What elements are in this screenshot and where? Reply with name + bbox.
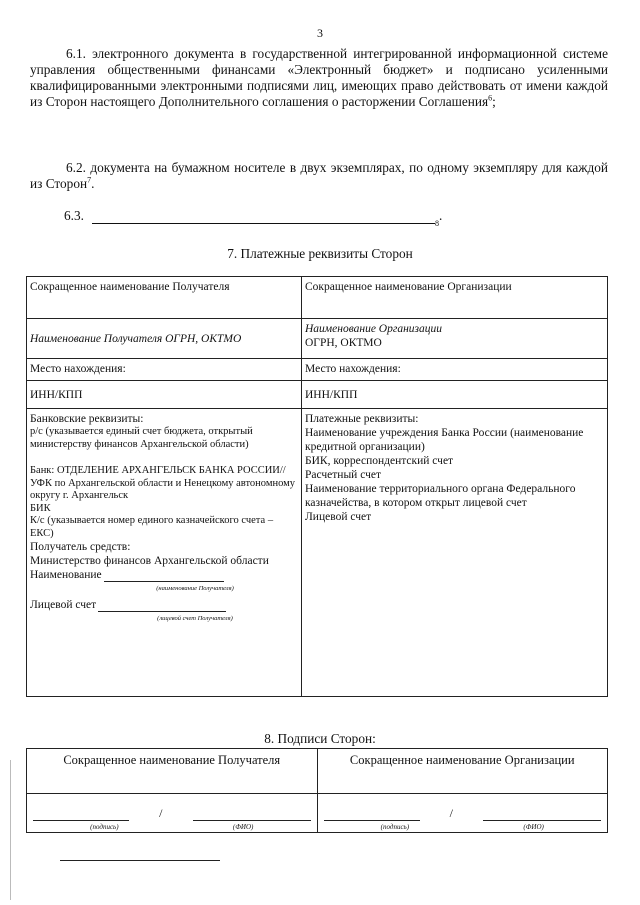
paragraph-6-2-end: . <box>91 176 95 191</box>
section-7-title: 7. Платежные реквизиты Сторон <box>227 246 413 261</box>
naim-label: Наименование <box>30 569 102 581</box>
account-field <box>30 598 298 612</box>
naim-field <box>30 568 298 582</box>
paragraph-6-3-label: 6.3. <box>64 208 84 223</box>
page-number: 3 <box>317 26 323 40</box>
section-8-title: 8. Подписи Сторон: <box>264 731 376 746</box>
paragraph-6-1-text: 6.1. электронного документа в государственной интегрированной информационной системе управления общественными финансами «Электронный бюджет» и подписано усиленными квалифицированными электронными подписями лиц, имеющих право действовать от имени каждой из Сторон настоящего Дополнительного соглашения о расторжении Соглашения <box>30 46 608 109</box>
naim-line <box>104 569 224 582</box>
organization-codes: ОГРН, ОКТМО <box>305 337 382 349</box>
organization-payment-details <box>302 409 608 697</box>
paragraph-6-2 <box>30 160 608 192</box>
bank-bik: БИК <box>30 502 51 514</box>
pay-line: Лицевой счет <box>305 511 372 523</box>
bank-ks: К/с (указывается номер единого казначейского счета – ЕКС) <box>30 515 274 539</box>
paragraph-6-3: 6.3. 8 . <box>64 208 443 228</box>
recipient-label: Получатель средств: <box>30 541 131 553</box>
margin-mark <box>10 760 11 900</box>
footnote-6: 6 <box>488 93 493 103</box>
fio-caption: (ФИО) <box>523 823 544 831</box>
bank-title: Банковские реквизиты: <box>30 413 144 425</box>
paragraph-6-1 <box>30 46 608 110</box>
recipient-inn: ИНН/КПП <box>27 381 302 409</box>
sign-caption: (подпись) <box>380 823 410 831</box>
paragraph-6-3-blank <box>92 209 435 224</box>
slash: / <box>159 806 163 820</box>
account-line <box>98 599 226 612</box>
footnote-7: 7 <box>87 175 92 185</box>
recipient-short-name: Сокращенное наименование Получателя <box>27 277 302 319</box>
slash: / <box>449 806 453 820</box>
organization-short-name: Сокращенное наименование Организации <box>302 277 608 319</box>
requisites-table <box>26 276 608 697</box>
fio-caption: (ФИО) <box>232 823 254 831</box>
organization-location: Место нахождения: <box>302 359 608 381</box>
pay-title: Платежные реквизиты: <box>305 413 419 425</box>
pay-line: Расчетный счет <box>305 469 381 481</box>
bank-name: Банк: ОТДЕЛЕНИЕ АРХАНГЕЛЬСК БАНКА РОССИИ//УФК по Архангельской области и Ненецкому автономному округу г. Архангельск <box>30 465 296 501</box>
account-label: Лицевой счет <box>30 599 97 611</box>
recipient-bank-details <box>27 409 302 697</box>
pay-line: Наименование территориального органа Федерального казначейства, в котором открыт лицевой счет <box>305 483 576 509</box>
recipient-name: Наименование Получателя ОГРН, ОКТМО <box>27 319 302 359</box>
organization-name-cell <box>302 319 608 359</box>
pay-line: Наименование учреждения Банка России (наименование кредитной организации) <box>305 427 584 453</box>
recipient-location: Место нахождения: <box>27 359 302 381</box>
paragraph-6-1-end: ; <box>492 94 496 109</box>
organization-inn: ИНН/КПП <box>302 381 608 409</box>
account-caption: (лицевой счет Получателя) <box>157 615 233 622</box>
pay-line: БИК, корреспондентский счет <box>305 455 454 467</box>
sig-right-cell <box>317 794 608 833</box>
paragraph-6-3-end: . <box>438 208 443 223</box>
sig-left-cell <box>27 794 318 833</box>
ministry-name: Министерство финансов Архангельской области <box>30 555 269 567</box>
sign-caption: (подпись) <box>90 823 119 831</box>
naim-caption: (наименование Получателя) <box>156 585 234 592</box>
paragraph-6-2-text: 6.2. документа на бумажном носителе в двух экземплярах, по одному экземпляру для каждой из Сторон <box>30 160 608 191</box>
bank-rs: р/с (указывается единый счет бюджета, открытый министерству финансов Архангельской области) <box>30 426 253 450</box>
sig-right-header: Сокращенное наименование Организации <box>317 749 608 794</box>
signatures-table <box>26 748 608 833</box>
sig-left-header: Сокращенное наименование Получателя <box>27 749 318 794</box>
footnote-separator <box>60 860 220 861</box>
organization-name: Наименование Организации <box>305 323 443 335</box>
